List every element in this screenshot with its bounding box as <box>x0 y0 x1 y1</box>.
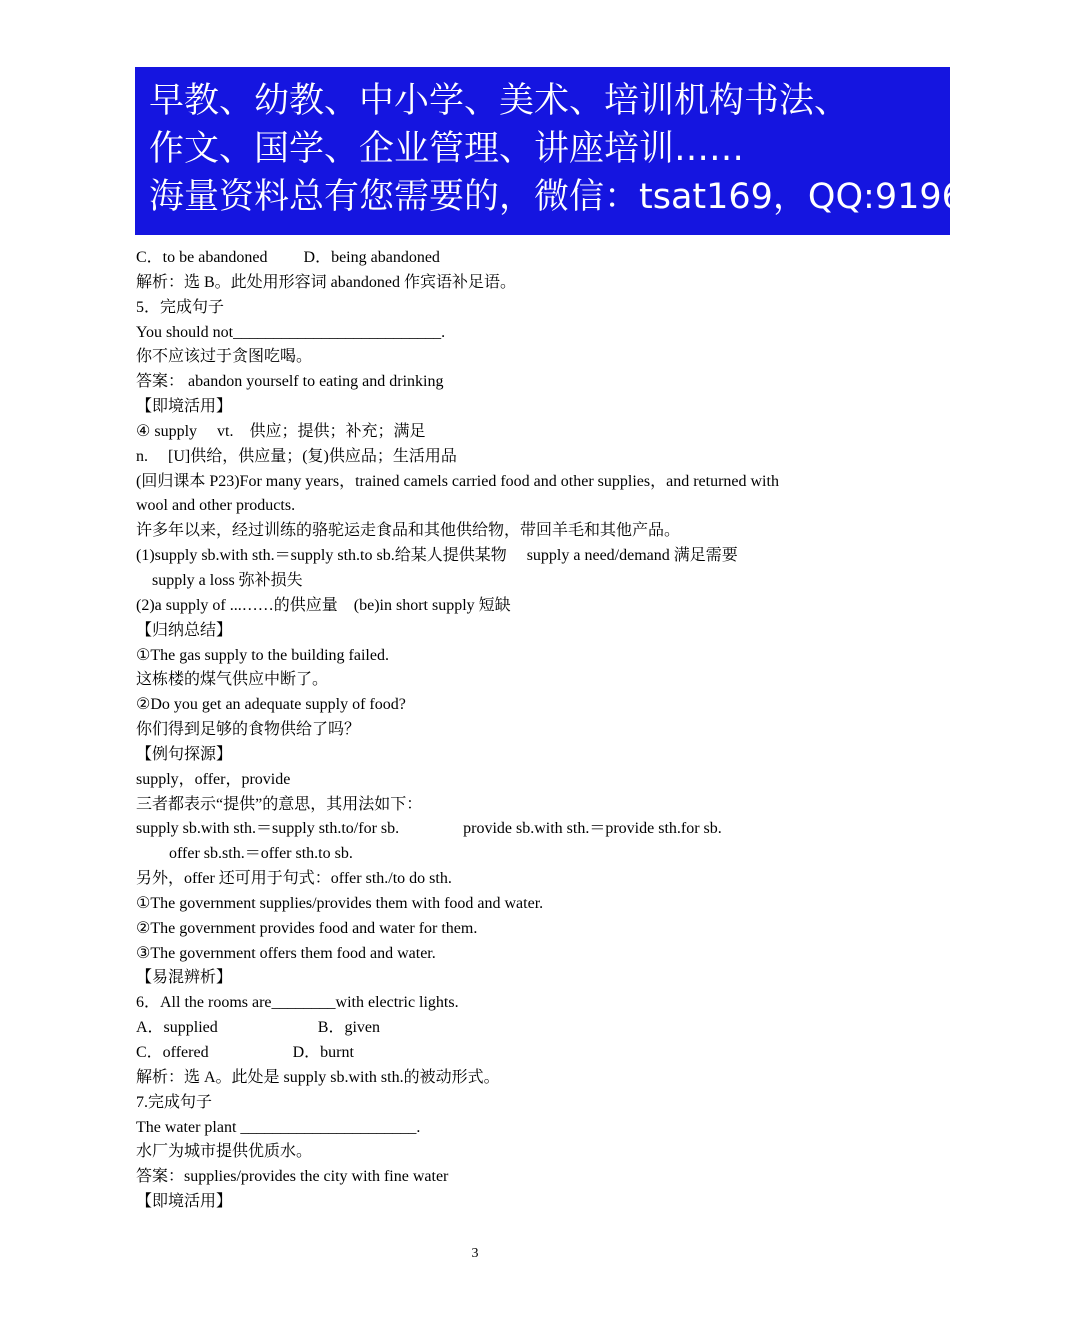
usage-line-cont: supply a loss 弥补损失 <box>152 571 303 589</box>
vocab-entry: ④ supply vt. 供应；提供；补充；满足 <box>136 422 426 440</box>
translation-line: 这栋楼的煤气供应中断了。 <box>136 671 329 689</box>
question-line: 6．All the rooms are________with electric lights. <box>136 994 459 1012</box>
sentence-blank: You should not__________________________. <box>136 323 446 341</box>
usage-line: (1)supply sb.with sth.＝supply sth.to sb.给某人提供某物 supply a need/demand 满足需要 <box>136 547 738 565</box>
usage-line: supply sb.with sth.＝supply sth.to/for sb. provide sb.with sth.＝provide sth.for sb. <box>136 820 722 838</box>
textbook-quote-cont: wool and other products. <box>136 497 296 515</box>
translation-line: 许多年以来，经过训练的骆驼运走食品和其他供给物，带回羊毛和其他产品。 <box>136 522 681 540</box>
analysis-line: 解析：选 A。此处是 supply sb.with sth.的被动形式。 <box>136 1068 500 1086</box>
section-heading: 【归纳总结】 <box>136 621 233 639</box>
answer-line: 答案： abandon yourself to eating and drinking <box>136 373 444 391</box>
usage-line: (2)a supply of ...……的供应量 (be)in short supply 短缺 <box>136 596 511 614</box>
section-heading: 【易混辨析】 <box>136 969 233 987</box>
word-comparison: supply，offer，provide <box>136 770 291 788</box>
option-line: A．supplied B．given <box>136 1019 380 1037</box>
example-sentence: ③The government offers them food and water. <box>136 944 436 962</box>
section-heading: 【即境活用】 <box>136 398 233 416</box>
vocab-definition: n. [U]供给，供应量；(复)供应品；生活用品 <box>136 447 457 465</box>
example-sentence: ①The gas supply to the building failed. <box>136 646 389 664</box>
example-sentence: ②The government provides food and water for them. <box>136 919 478 937</box>
banner-line-2: 作文、国学、企业管理、讲座培训…… <box>149 129 745 169</box>
option-line: C．to be abandoned D．being abandoned <box>136 249 440 266</box>
textbook-quote: (回归课本 P23)For many years，trained camels carried food and other supplies，and returned with <box>136 472 779 490</box>
translation-line: 你们得到足够的食物供给了吗？ <box>136 721 361 739</box>
document-body <box>136 246 826 1215</box>
section-heading: 【例句探源】 <box>136 745 233 763</box>
explanation-line: 三者都表示“提供”的意思，其用法如下： <box>136 795 423 813</box>
question-title: 7.完成句子 <box>136 1093 213 1111</box>
analysis-line: 解析：选 B。此处用形容词 abandoned 作宾语补足语。 <box>136 273 516 291</box>
page-number: 3 <box>471 1246 479 1261</box>
explanation-line: 另外，offer 还可用于句式：offer sth./to do sth. <box>136 870 452 888</box>
sentence-blank: The water plant ______________________. <box>136 1118 421 1136</box>
banner-line-1: 早教、幼教、中小学、美术、培训机构书法、 <box>149 81 850 121</box>
translation-line: 水厂为城市提供优质水。 <box>136 1143 313 1161</box>
section-heading: 【即境活用】 <box>136 1193 233 1211</box>
question-title: 5．完成句子 <box>136 298 225 316</box>
banner-line-3: 海量资料总有您需要的，微信：tsat169，QQ:919640807 <box>149 177 1075 217</box>
example-sentence: ②Do you get an adequate supply of food? <box>136 696 406 714</box>
example-sentence: ①The government supplies/provides them with food and water. <box>136 894 544 912</box>
usage-line-cont: offer sb.sth.＝offer sth.to sb. <box>169 845 353 863</box>
option-line: C．offered D．burnt <box>136 1044 354 1061</box>
answer-line: 答案：supplies/provides the city with fine water <box>136 1168 449 1186</box>
ad-banner <box>135 67 1075 235</box>
translation-line: 你不应该过于贪图吃喝。 <box>136 348 313 366</box>
